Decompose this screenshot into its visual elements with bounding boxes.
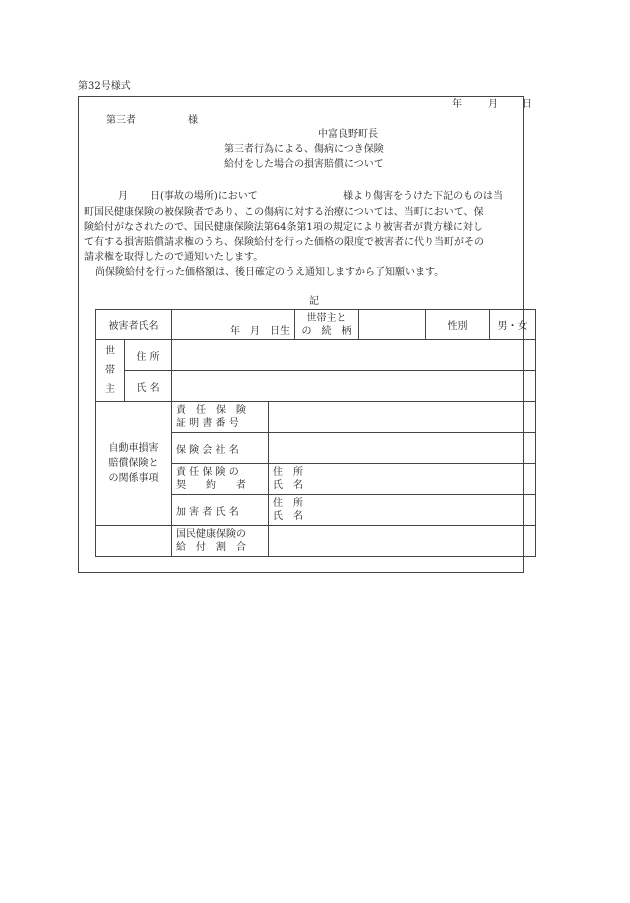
perpetrator-address-label: 住 所 [273, 498, 303, 509]
contractor-line-1: 責 任 保 険 の [176, 467, 239, 478]
body-line2: 町国民健康保険の被保険者であり、この傷病に対する治療については、当町において、保 [84, 207, 484, 218]
perpetrator-label: 加 害 者 氏 名 [172, 495, 269, 526]
household-head-char-3: 主 [105, 384, 115, 395]
body-line5: 請求権を取得したので通知いたします。 [84, 252, 264, 263]
household-address-row [96, 340, 536, 371]
body-line4: て有する損害賠償請求権のうち、保険給付を行った価格の限度で被害者に代り当町がその [84, 237, 484, 248]
insurer-label: 保 険 会 社 名 [172, 433, 269, 464]
liability-cert-line-2: 証 明 書 番 号 [176, 418, 239, 429]
body-day-place: 日(事故の場所)において [150, 191, 258, 202]
auto-insurance-label [96, 402, 172, 526]
household-head-char-2: 帯 [105, 365, 115, 376]
perpetrator-value [269, 495, 536, 526]
victim-row [96, 310, 536, 340]
date-day: 日 [522, 99, 532, 110]
household-name-row [96, 371, 536, 402]
nhi-ratio-label [172, 526, 269, 557]
nhi-ratio-value [269, 526, 536, 557]
title-line-2: 給付をした場合の損害賠償について [224, 159, 384, 170]
addressee-label: 第三者 [106, 115, 136, 126]
victim-name-label: 被害者氏名 [96, 310, 172, 340]
sender: 中富良野町長 [318, 129, 378, 140]
auto-line-3: の関係事項 [108, 473, 159, 484]
liability-cert-line-1: 責 任 保 険 [176, 405, 246, 416]
body-line1-rest: 様より傷害をうけた下記のものは当 [343, 191, 503, 202]
auto-line-1: 自動車損害 [108, 443, 159, 454]
record-table [95, 309, 536, 557]
body-line6: 尚保険給付を行った価格額は、後日確定のうえ通知しますから了知願います。 [95, 267, 445, 278]
address-value [172, 340, 536, 371]
name-value [172, 371, 536, 402]
household-head-label [96, 340, 125, 402]
address-label: 住 所 [125, 340, 172, 371]
relation-value [359, 310, 426, 340]
liability-cert-label [172, 402, 269, 433]
body-month: 月 [118, 191, 128, 202]
liability-cert-value [269, 402, 536, 433]
nhi-ratio-line-2: 給 付 割 合 [176, 542, 246, 553]
addressee-honorific: 様 [188, 115, 198, 126]
perpetrator-name-label: 氏 名 [273, 511, 303, 522]
date-year: 年 [452, 99, 462, 110]
relation-line-1: 世帯主と [306, 312, 347, 324]
nhi-ratio-row [96, 526, 536, 557]
liability-cert-row [96, 402, 536, 433]
contractor-line-2: 契 約 者 [176, 480, 246, 491]
contractor-label [172, 464, 269, 495]
ki-heading: 記 [309, 296, 319, 307]
title-line-1: 第三者行為による、傷病につき保険 [224, 144, 384, 155]
contractor-value [269, 464, 536, 495]
birth-date-field: 年 月 日生 [172, 310, 295, 340]
name-label: 氏 名 [125, 371, 172, 402]
form-number: 第32号様式 [78, 81, 131, 92]
contractor-address-label: 住 所 [273, 467, 303, 478]
contractor-name-label: 氏 名 [273, 480, 303, 491]
body-line3: 険給付がなされたので、国民健康保険法第64条第1項の規定により被害者が貴方様に対し [84, 222, 483, 233]
relation-label [295, 310, 359, 340]
relation-line-2: の 続 柄 [301, 325, 352, 337]
household-head-char-1: 世 [105, 346, 115, 357]
gender-value: 男・女 [490, 310, 536, 340]
nhi-ratio-blank [96, 526, 172, 557]
auto-line-2: 賠償保険と [108, 458, 159, 469]
gender-label: 性別 [426, 310, 490, 340]
nhi-ratio-line-1: 国民健康保険の [176, 529, 246, 540]
insurer-value [269, 433, 536, 464]
date-month: 月 [488, 99, 498, 110]
